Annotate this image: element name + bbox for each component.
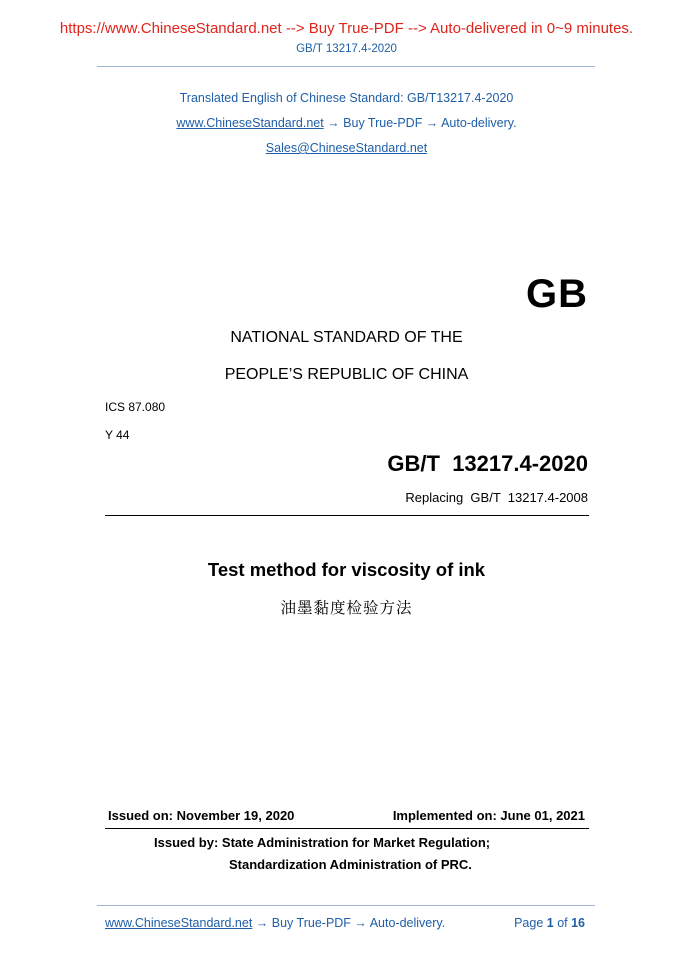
page-of: of	[553, 916, 572, 930]
title-divider	[105, 515, 589, 516]
footer-site-link[interactable]: www.ChineseStandard.net	[105, 916, 253, 930]
footer-site-suffix: → Buy True-PDF → Auto-delivery.	[252, 916, 446, 930]
email-line	[0, 141, 693, 155]
site-link[interactable]: www.ChineseStandard.net	[176, 116, 324, 130]
issuer-line1: Issued by: State Administration for Market Regulation;	[154, 835, 491, 850]
national-standard-line2: PEOPLE’S REPUBLIC OF CHINA	[224, 366, 469, 383]
header-divider	[97, 66, 595, 67]
gb-logo: GB	[526, 272, 588, 316]
site-line-suffix: → Buy True-PDF → Auto-delivery.	[323, 116, 517, 130]
ics-code: ICS 87.080	[105, 400, 166, 414]
standard-number: GB/T 13217.4-2020	[387, 451, 588, 476]
page-current: 1	[546, 916, 554, 930]
header-standard-code: GB/T 13217.4-2020	[296, 43, 397, 55]
implemented-on-date: Implemented on: June 01, 2021	[392, 808, 585, 823]
translated-note: Translated English of Chinese Standard: GB/T13217.4-2020	[179, 91, 514, 105]
title-english: Test method for viscosity of ink	[207, 559, 486, 580]
issuer-line2: Standardization Administration of PRC.	[229, 857, 472, 872]
page-total: 16	[571, 916, 585, 930]
site-line	[0, 116, 693, 130]
top-banner[interactable]: https://www.ChineseStandard.net --> Buy True-PDF --> Auto-delivered in 0~9 minutes.	[59, 20, 634, 37]
footer-site-line	[105, 916, 445, 930]
issue-divider	[105, 828, 589, 829]
footer-divider	[97, 905, 595, 906]
issued-on-date: Issued on: November 19, 2020	[108, 808, 295, 823]
title-chinese: 油墨黏度检验方法	[280, 599, 413, 617]
national-standard-line1: NATIONAL STANDARD OF THE	[230, 329, 463, 346]
replacing-note: Replacing GB/T 13217.4-2008	[405, 490, 588, 505]
email-link[interactable]: Sales@ChineseStandard.net	[265, 141, 428, 155]
page-label: Page	[514, 916, 547, 930]
classification-code: Y 44	[105, 428, 130, 442]
page-indicator	[514, 916, 585, 930]
